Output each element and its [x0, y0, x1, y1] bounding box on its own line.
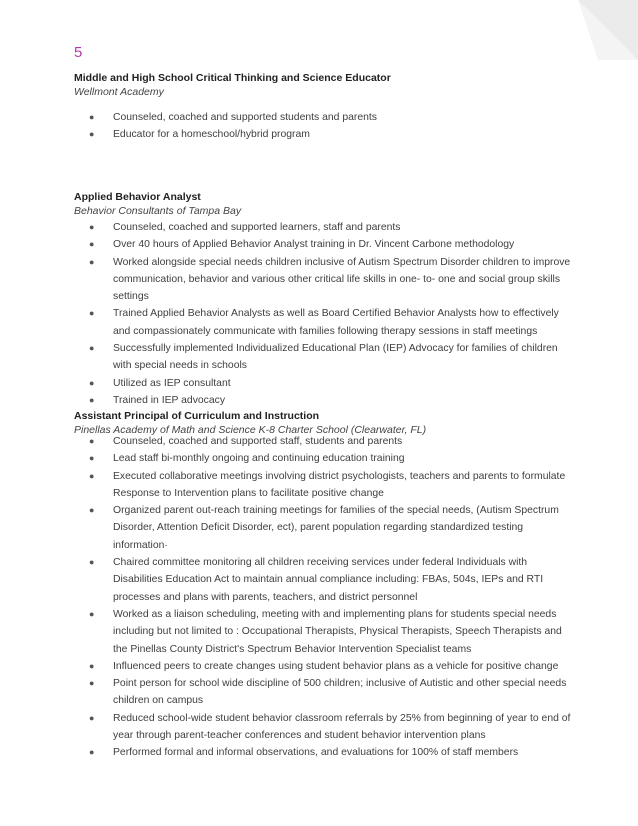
bullet-list — [74, 433, 574, 762]
experience-entry-3 — [74, 409, 574, 762]
bullet-icon: ● — [89, 239, 95, 250]
organization-name: Pinellas Academy of Math and Science K-8 Charter School (Clearwater, FL) — [74, 424, 427, 436]
list-item: ● Organized parent out-reach training meetings for families of the special needs, (Autism Spectrum Disorder, Attention Deficit Disorder, ect), parent population regarding standardized testing information· — [74, 502, 574, 554]
organization-name: Behavior Consultants of Tampa Bay — [74, 205, 242, 217]
experience-entry-1 — [74, 71, 574, 144]
experience-entry-2 — [74, 190, 574, 409]
bullet-list — [74, 109, 574, 144]
bullet-icon: ● — [89, 453, 95, 464]
job-title: Applied Behavior Analyst — [74, 191, 201, 203]
bullet-list — [74, 219, 574, 409]
bullet-icon: ● — [89, 505, 95, 516]
job-title: Middle and High School Critical Thinking and Science Educator — [74, 72, 391, 84]
bullet-icon: ● — [89, 470, 95, 481]
bullet-icon: ● — [89, 660, 95, 671]
list-item: ● Counseled, coached and supported learners, staff and parents — [74, 219, 574, 236]
bullet-icon: ● — [89, 712, 95, 723]
list-item: ● Executed collaborative meetings involving district psychologists, teachers and parents to formulate Response to Intervention plans to facilitate positive change — [74, 468, 574, 503]
list-item: ● Counseled, coached and supported students and parents — [74, 109, 574, 126]
bullet-icon: ● — [89, 608, 95, 619]
organization-name: Wellmont Academy — [74, 86, 164, 98]
list-item: ● Chaired committee monitoring all children receiving services under federal Individuals with Disabilities Education Act to maintain annual compliance including: FBAs, 504s, IEPs and RTI processes and plans with parents, teachers, and district personnel — [74, 554, 574, 606]
list-item: ● Influenced peers to create changes using student behavior plans as a vehicle for positive change — [74, 658, 574, 675]
list-item: ● Successfully implemented Individualized Educational Plan (IEP) Advocacy for families of children with special needs in schools — [74, 340, 574, 375]
bullet-icon: ● — [89, 256, 95, 267]
bullet-icon: ● — [89, 308, 95, 319]
bullet-icon: ● — [89, 678, 95, 689]
job-title: Assistant Principal of Curriculum and Instruction — [74, 410, 320, 422]
list-item: ● Trained in IEP advocacy — [74, 392, 574, 409]
bullet-icon: ● — [89, 747, 95, 758]
list-item: ● Counseled, coached and supported staff, students and parents — [74, 433, 574, 450]
list-item: ● Over 40 hours of Applied Behavior Analyst training in Dr. Vincent Carbone methodology — [74, 236, 574, 253]
bullet-icon: ● — [89, 436, 95, 446]
list-item: ● Worked alongside special needs children inclusive of Autism Spectrum Disorder children to improve communication, behavior and various other critical life skills in one- to- one and social group skills settings — [74, 254, 574, 306]
bullet-icon: ● — [89, 129, 95, 140]
list-item: ● Lead staff bi-monthly ongoing and continuing education training — [74, 450, 574, 467]
list-item: ● Worked as a liaison scheduling, meeting with and implementing plans for students special needs including but not limited to : Occupational Therapists, Physical Therapists, Speech Therapists and the Pinellas County District's Spectrum Behavior Intervention Specialist teams — [74, 606, 574, 658]
bullet-icon: ● — [89, 394, 95, 405]
bullet-icon: ● — [89, 343, 95, 354]
list-item: ● Trained Applied Behavior Analysts as well as Board Certified Behavior Analysts how to effectively and compassionately communicate with families following therapy sessions in staff meetings — [74, 305, 574, 340]
list-item: ● Performed formal and informal observations, and evaluations for 100% of staff members — [74, 744, 574, 761]
page-number: 5 — [74, 44, 83, 61]
list-item: ● Educator for a homeschool/hybrid program — [74, 126, 574, 143]
list-item: ● Point person for school wide discipline of 500 children; inclusive of Autistic and other special needs children on campus — [74, 675, 574, 710]
bullet-icon: ● — [89, 222, 95, 232]
bullet-icon: ● — [89, 112, 95, 122]
list-item: ● Reduced school-wide student behavior classroom referrals by 25% from beginning of year to end of year through parent-teacher conferences and student behavior intervention plans — [74, 710, 574, 745]
list-item: ● Utilized as IEP consultant — [74, 375, 574, 392]
bullet-icon: ● — [89, 557, 95, 568]
bullet-icon: ● — [89, 377, 95, 388]
